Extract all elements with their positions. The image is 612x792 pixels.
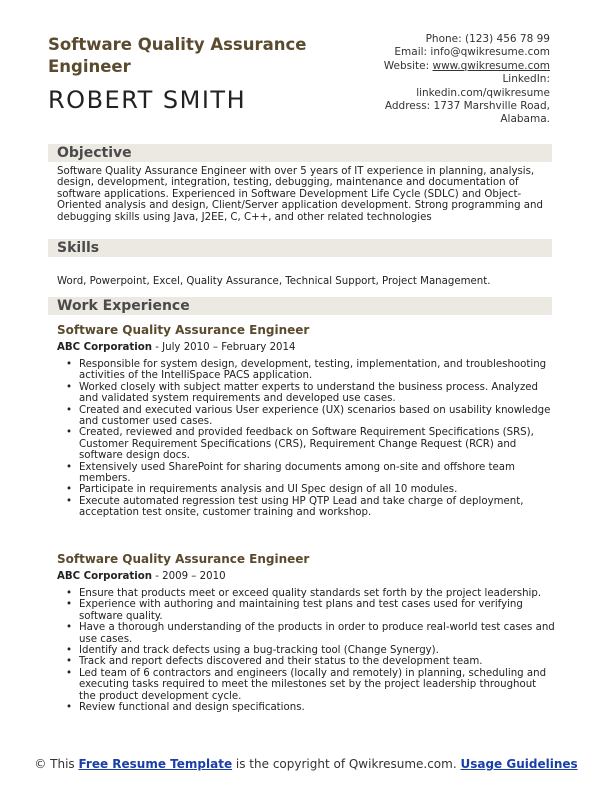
list-item: • Participate in requirements analysis and UI Spec design of all 10 modules. (66, 484, 556, 495)
list-item: • Track and report defects discovered and their status to the development team. (66, 656, 556, 667)
website-label: Website: (383, 59, 433, 72)
free-resume-template-link[interactable]: Free Resume Template (78, 757, 233, 771)
list-item: • Worked closely with subject matter experts to understand the business process. Analyzed and validated system requirements and developed use cases. (66, 382, 556, 405)
list-item: • Execute automated regression test using HP QTP Lead and take charge of deployment, acceptation test onsite, customer training and workshop. (66, 496, 556, 519)
work-section-header (48, 297, 552, 315)
list-item: • Extensively used SharePoint for sharing documents among on-site and offshore team members. (66, 462, 556, 485)
skills-text: Word, Powerpoint, Excel, Quality Assurance, Technical Support, Project Management. (57, 276, 491, 287)
list-item: • Led team of 6 contractors and engineers (locally and remotely) in planning, scheduling and executing tasks required to meet the milestones set by the project leadership throughout the product development cycle. (66, 668, 556, 702)
footer-prefix: © This (34, 757, 79, 771)
list-item: • Review functional and design specifications. (66, 702, 556, 713)
skills-section-header (48, 239, 552, 257)
list-item: • Created, reviewed and provided feedback on Software Requirement Specifications (SRS), Customer Requirement Specifications (CRS), Requirement Change Request (RCR) and software design docs. (66, 427, 556, 461)
job-2-dates: - 2009 – 2010 (151, 571, 226, 582)
footer-middle: is the copyright of Qwikresume.com. (232, 757, 461, 771)
list-item: • Identify and track defects using a bug-tracking tool (Change Synergy). (66, 645, 556, 656)
resume-job-title: Software Quality Assurance Engineer (48, 35, 307, 76)
job-1-title: Software Quality Assurance Engineer (57, 323, 310, 337)
job-1-dates: - July 2010 – February 2014 (151, 342, 296, 353)
skills-heading: Skills (57, 240, 100, 256)
work-heading: Work Experience (57, 298, 190, 314)
objective-section-header (48, 144, 552, 162)
job-2-company (57, 571, 226, 582)
contact-phone: Phone: (123) 456 78 99 (425, 33, 550, 45)
website-link[interactable]: www.qwikresume.com (432, 59, 550, 72)
job-2-company-name: ABC Corporation (57, 571, 152, 582)
job-1-bullets (66, 359, 556, 519)
list-item: • Created and executed various User experience (UX) scenarios based on usability knowledge and customer used cases. (66, 405, 556, 428)
contact-email: Email: info@qwikresume.com (394, 46, 550, 59)
job-2-title: Software Quality Assurance Engineer (57, 552, 310, 566)
candidate-name: ROBERT SMITH (48, 86, 247, 114)
contact-website (384, 60, 550, 73)
job-1-company-name: ABC Corporation (57, 342, 152, 353)
contact-linkedin-label: LinkedIn: (502, 73, 550, 86)
list-item: • Responsible for system design, development, testing, implementation, and troubleshooting activities of the IntelliSpace PACS application. (66, 359, 556, 382)
job-2-bullets (66, 588, 556, 713)
job-1-company (57, 342, 296, 353)
objective-text: Software Quality Assurance Engineer with over 5 years of IT experience in planning, analysis, design, development, integration, testing, debugging, maintenance and documentation of software applications. Experienced in Software Development Life Cycle (SDLC) and Object-Oriented analysis and design, Client/Server application development. Strong programming and debugging skills using Java, J2EE, C, C++, and other related technologies (57, 166, 543, 223)
contact-block (384, 33, 550, 127)
contact-address-line2: Alabama. (500, 113, 550, 126)
usage-guidelines-link[interactable]: Usage Guidelines (460, 757, 578, 771)
objective-heading: Objective (57, 145, 132, 161)
list-item: • Experience with authoring and maintaining test plans and test cases used for verifying software quality. (66, 599, 556, 622)
list-item: • Ensure that products meet or exceed quality standards set forth by the project leadership. (66, 588, 556, 599)
contact-address: Address: 1737 Marshville Road, (384, 100, 550, 113)
footer-copyright (0, 757, 612, 771)
list-item: • Have a thorough understanding of the products in order to produce real-world test cases and use cases. (66, 622, 556, 645)
contact-linkedin: linkedin.com/qwikresume (416, 86, 550, 99)
